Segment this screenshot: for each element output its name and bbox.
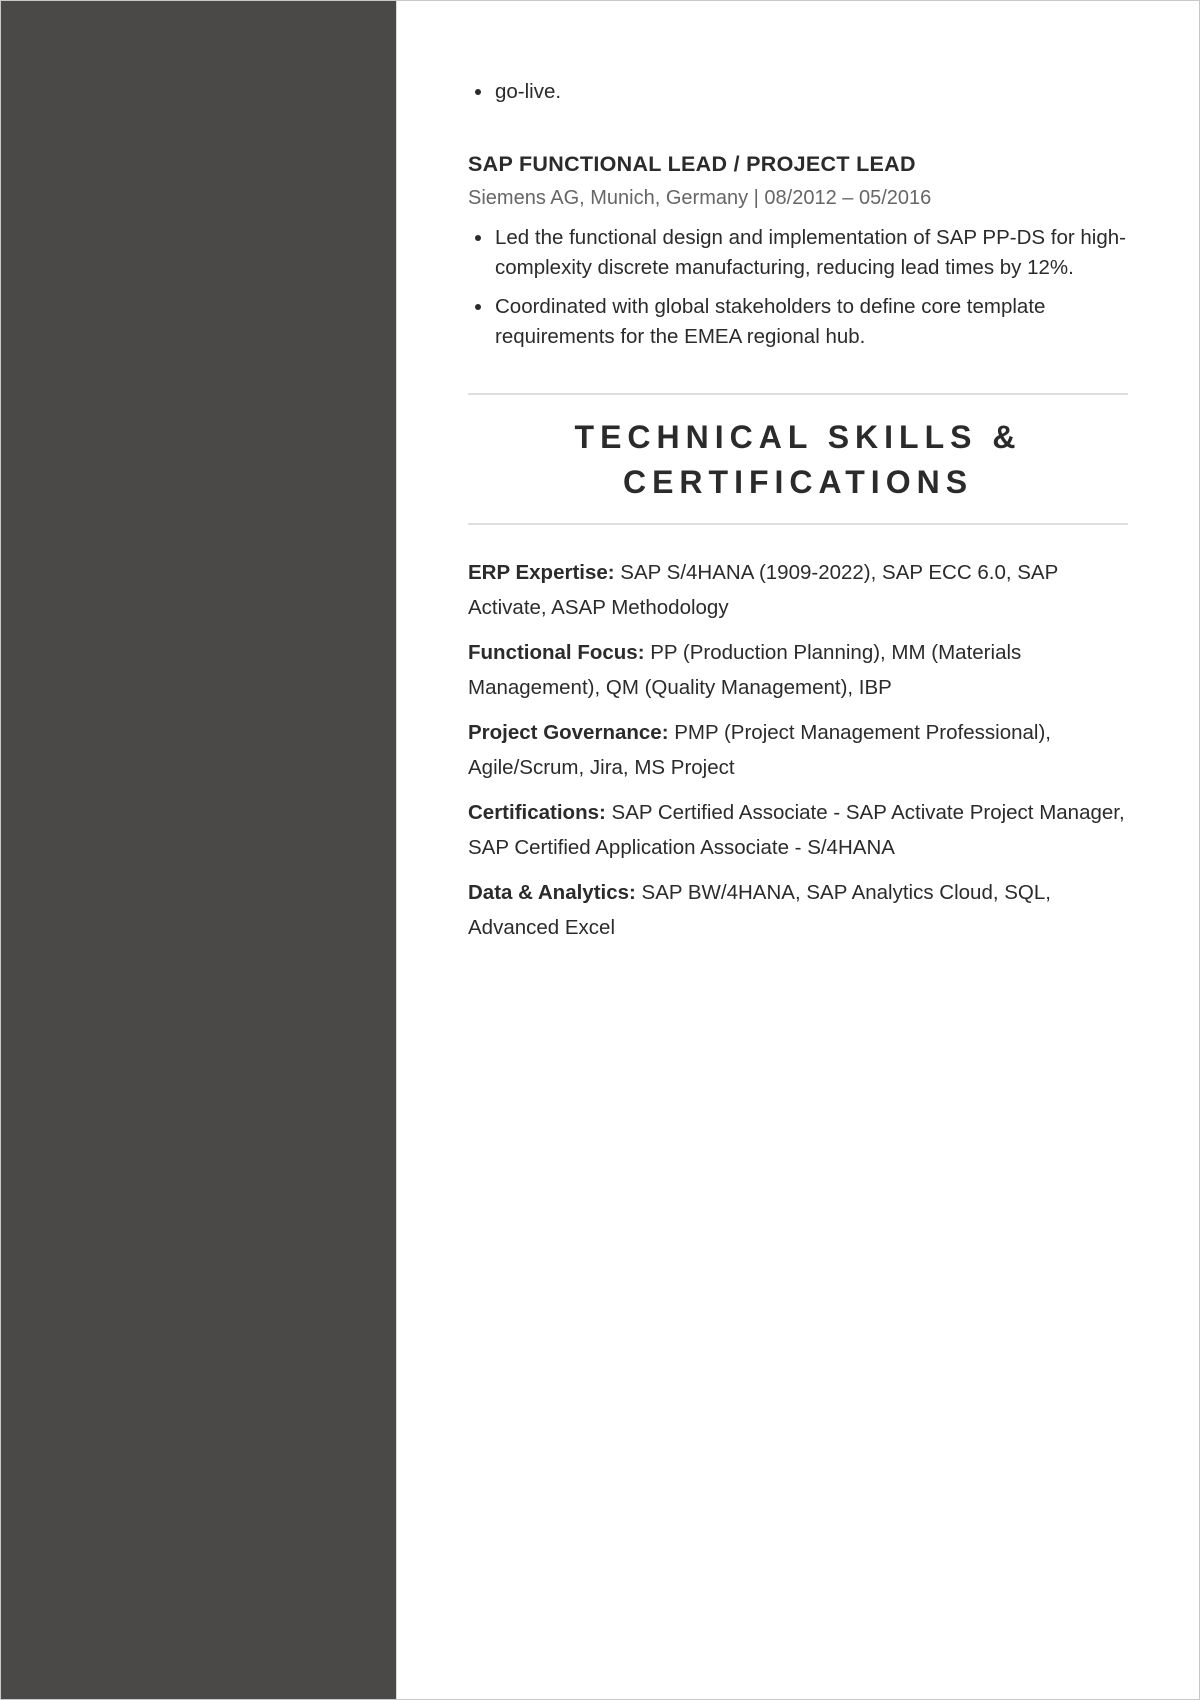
skill-label: Data & Analytics: [468,881,636,904]
sidebar-divider [396,1,397,1699]
list-item: Led the functional design and implementation of SAP PP-DS for high-complexity discrete manufacturing, reducing lead times by 12%. [495,223,1128,283]
list-item: Coordinated with global stakeholders to define core template requirements for the EMEA regional hub. [495,292,1128,352]
bullet-list [468,223,1128,352]
section-heading-line-1: TECHNICAL SKILLS & [574,419,1022,455]
job-entry [468,149,1128,352]
skill-label: Functional Focus: [468,641,645,664]
section-heading-line-2: CERTIFICATIONS [622,464,974,500]
job-meta: Siemens AG, Munich, Germany | 08/2012 – 05/2016 [468,187,932,209]
skill-item [468,795,1128,865]
bullet-list [468,77,1128,107]
skill-value: PMP (Project Management Professional), Agile/Scrum, Jira, MS Project [468,721,1051,779]
skill-value: SAP BW/4HANA, SAP Analytics Cloud, SQL, Advanced Excel [468,881,1051,939]
skill-item [468,635,1128,705]
skill-value: SAP Certified Associate - SAP Activate Project Manager, SAP Certified Application Associate - S/4HANA [468,801,1125,859]
skill-label: ERP Expertise: [468,561,615,584]
section-heading [468,395,1128,523]
skill-item [468,555,1128,625]
skill-value: PP (Production Planning), MM (Materials Management), QM (Quality Management), IBP [468,641,1022,699]
main-column [468,1,1128,955]
skill-item [468,715,1128,785]
job-title: SAP FUNCTIONAL LEAD / PROJECT LEAD [468,152,916,176]
skill-value: SAP S/4HANA (1909-2022), SAP ECC 6.0, SAP Activate, ASAP Methodology [468,561,1058,619]
experience-continued [468,77,1128,107]
skill-item [468,875,1128,945]
section-divider-bottom [468,523,1128,525]
sidebar-panel [1,1,396,1699]
skill-label: Project Governance: [468,721,669,744]
list-item: go-live. [495,77,1128,107]
skills-list [468,555,1128,945]
skill-label: Certifications: [468,801,606,824]
